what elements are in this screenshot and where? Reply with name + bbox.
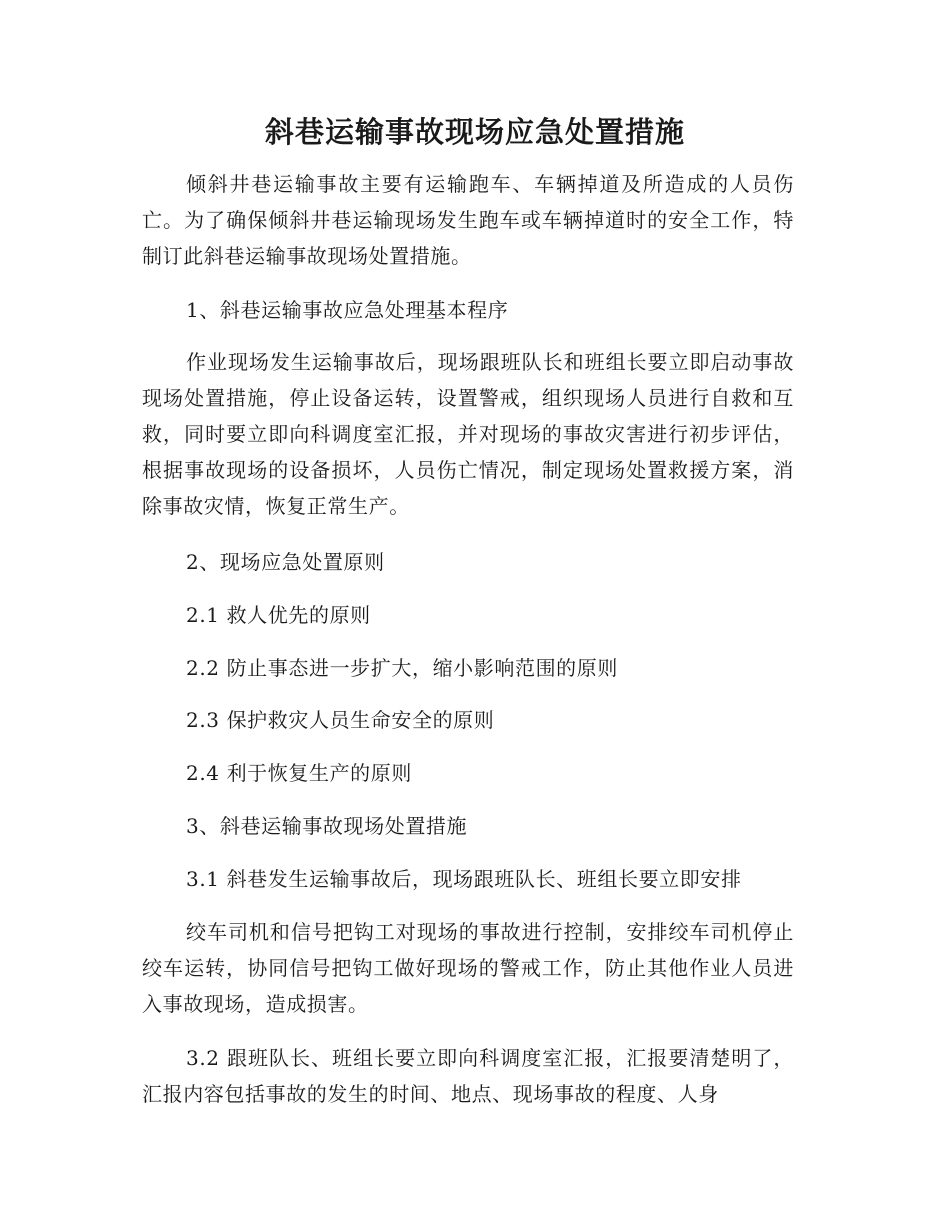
measure-3-1-continued: 绞车司机和信号把钩工对现场的事故进行控制，安排绞车司机停止绞车运转，协同信号把钩工做好现场的警戒工作，防止其他作业人员进入事故现场，造成损害。 [142,920,794,1016]
intro-paragraph: 倾斜井巷运输事故主要有运输跑车、车辆掉道及所造成的人员伤亡。为了确保倾斜井巷运输现场发生跑车或车辆掉道时的安全工作，特制订此斜巷运输事故现场处置措施。 [142,172,794,268]
principle-2-4: 2.4 利于恢复生产的原则 [186,761,412,785]
section-3-heading: 3、斜巷运输事故现场处置措施 [186,814,468,838]
principle-2-2: 2.2 防止事态进一步扩大，缩小影响范围的原则 [186,656,618,680]
document-title: 斜巷运输事故现场应急处置措施 [264,115,685,149]
measure-3-2: 3.2 跟班队长、班组长要立即向科调度室汇报，汇报要清楚明了，汇报内容包括事故的发生的时间、地点、现场事故的程度、人身 [142,1046,794,1106]
principle-2-1: 2.1 救人优先的原则 [186,603,371,627]
measure-3-1: 3.1 斜巷发生运输事故后，现场跟班队长、班组长要立即安排 [186,867,742,891]
principle-2-3: 2.3 保护救灾人员生命安全的原则 [186,708,495,732]
section-1-heading: 1、斜巷运输事故应急处理基本程序 [186,298,509,322]
section-1-paragraph: 作业现场发生运输事故后，现场跟班队长和班组长要立即启动事故现场处置措施，停止设备运转，设置警戒，组织现场人员进行自救和互救，同时要立即向科调度室汇报，并对现场的事故灾害进行初步评估，根据事故现场的设备损坏，人员伤亡情况，制定现场处置救援方案，消除事故灾情，恢复正常生产。 [142,350,794,518]
section-2-heading: 2、现场应急处置原则 [186,550,385,574]
